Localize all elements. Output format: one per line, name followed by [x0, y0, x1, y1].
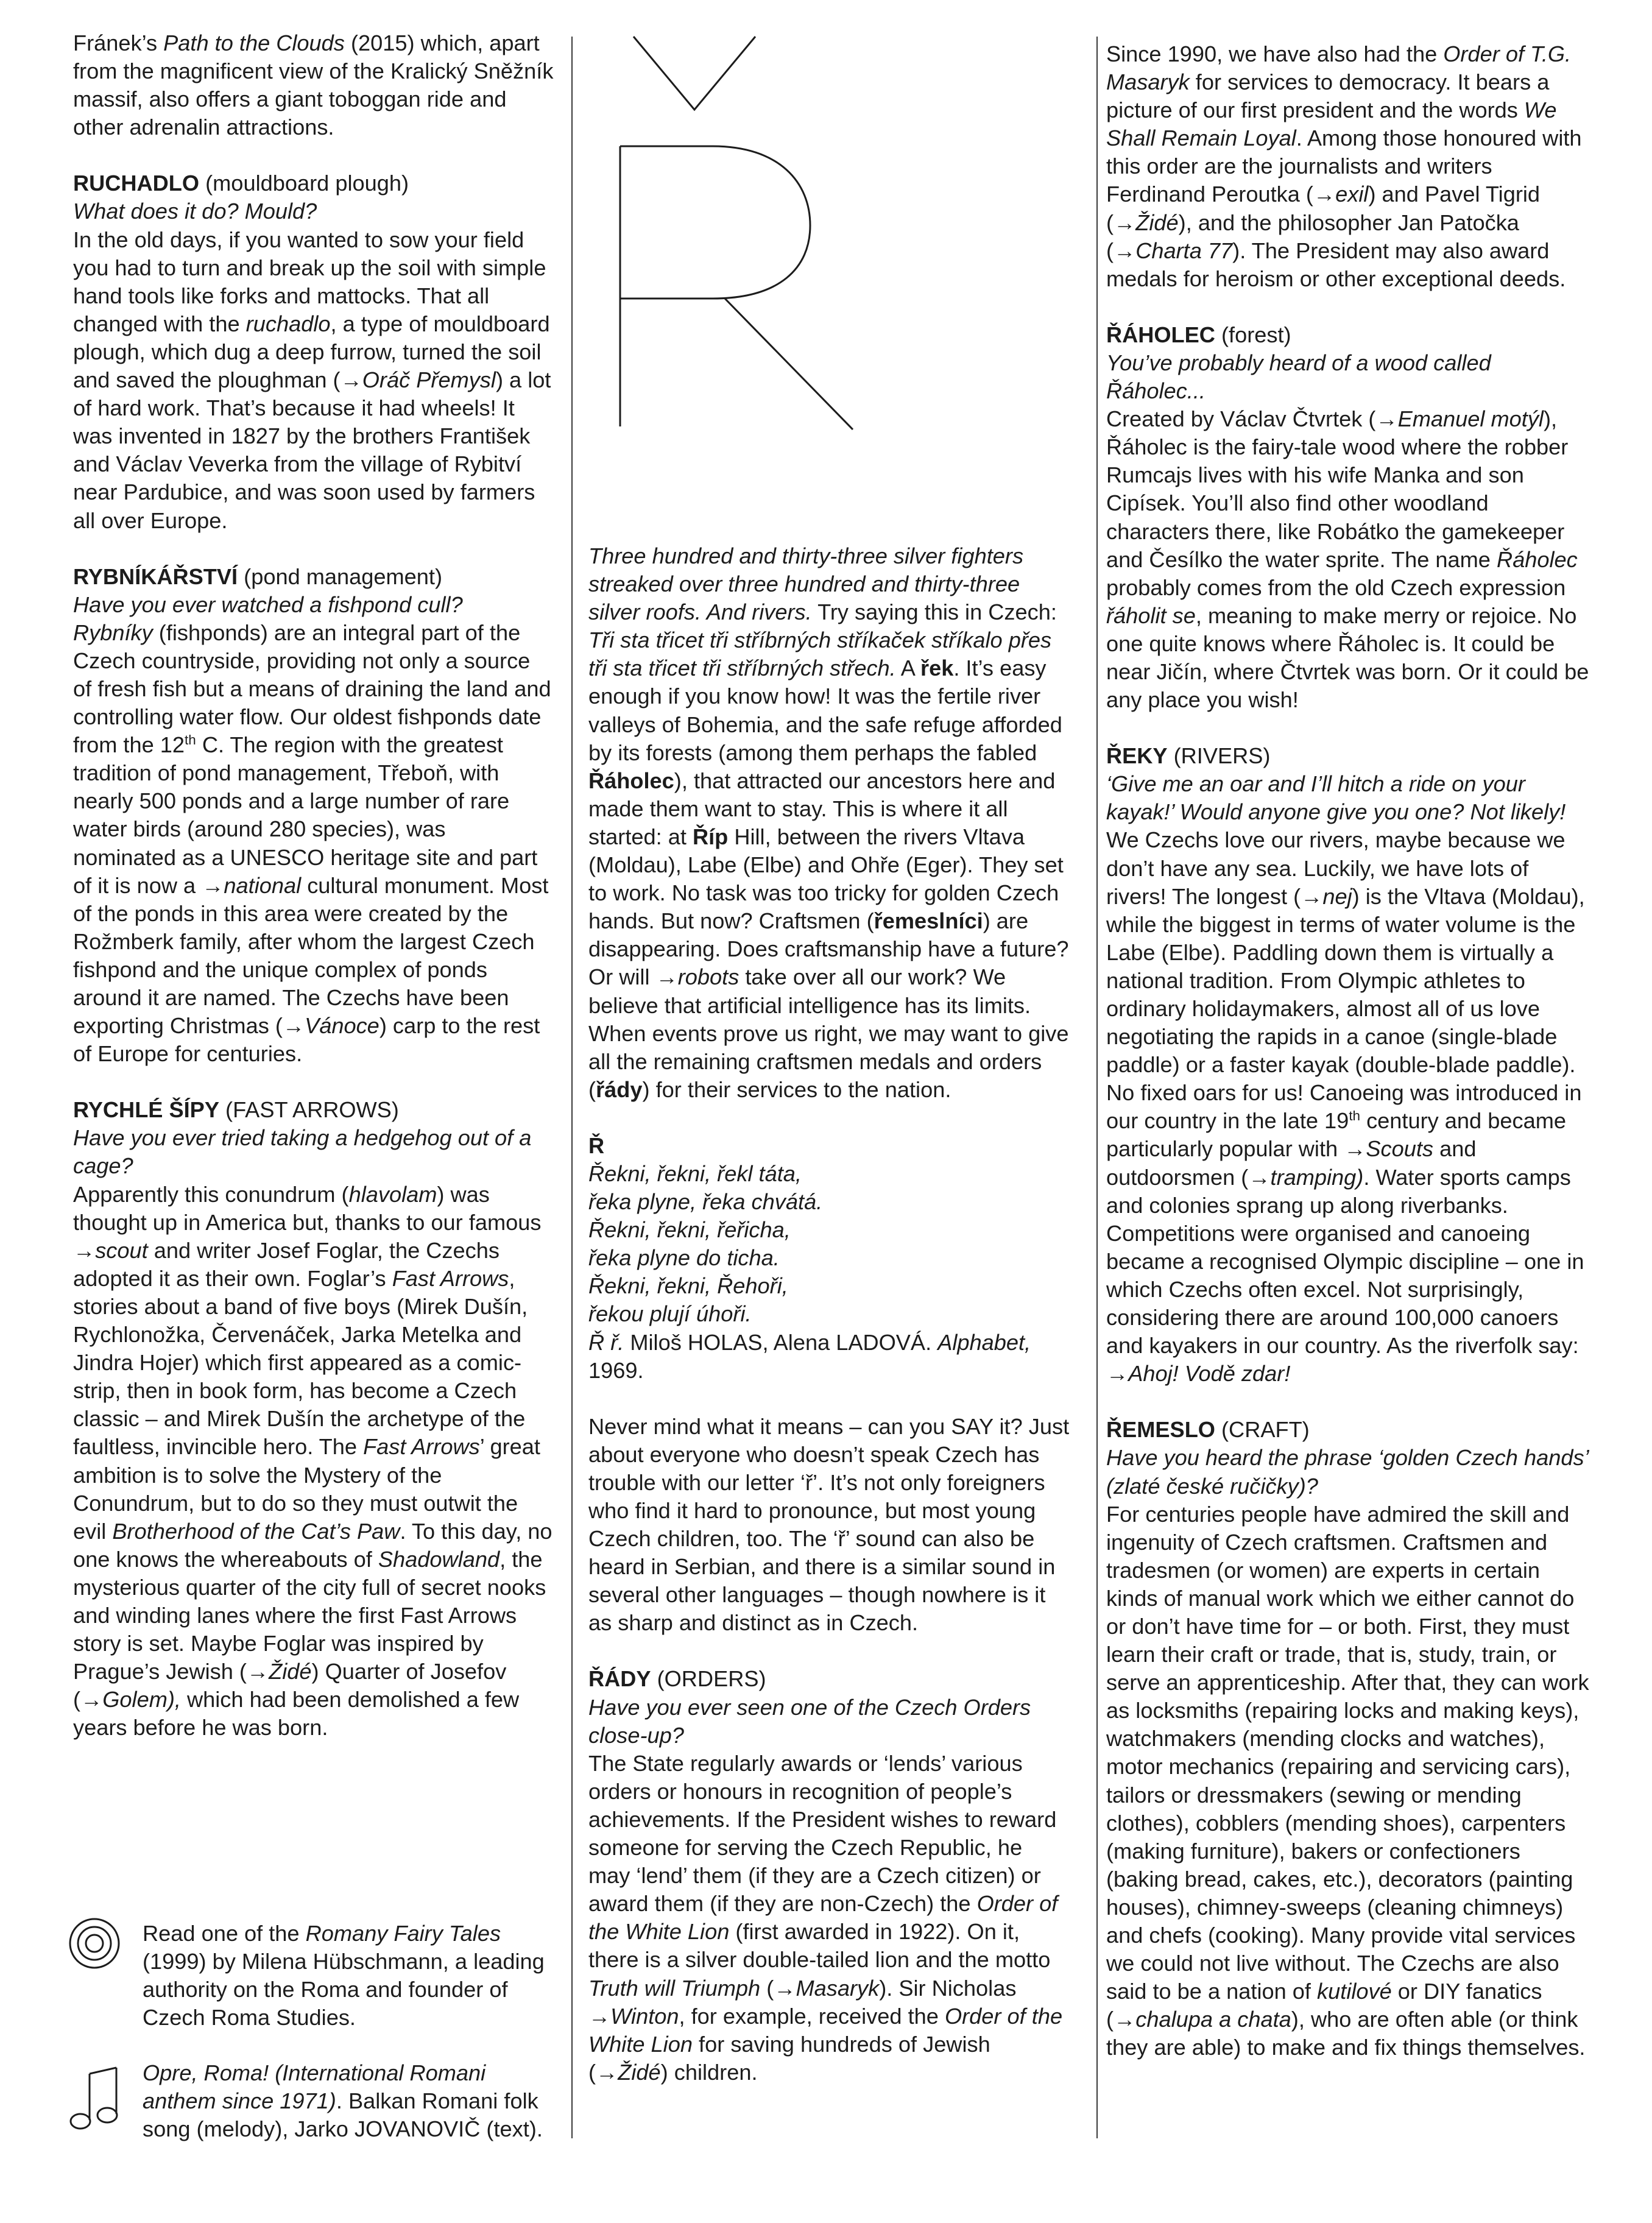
text-run: ) a lot of hard work. That’s because it had wheels! It was invented in 1827 by the brothers František and Václav Veverka from the village of Rybitví near Pardubice, and was soon used by farmers all over Europe. [73, 367, 551, 533]
text-run: The State regularly awards or ‘lends’ various orders or honours in recognition of people’s achievements. If the President wishes to reward someone for serving the Czech Republic, he may ‘lend’ them (if they are a Czech citizen) or award them (if they are non-Czech) the [588, 1750, 1057, 1917]
text-run: →Emanuel motýl [1375, 406, 1544, 432]
text-run: →national [202, 872, 302, 898]
entry-remeslo [1106, 1416, 1594, 2062]
entry-rybnikarstvi [73, 563, 554, 1069]
text-run: Three hundred and thirty-three silver fighters streaked over three hundred and thirty-three silver roofs. And rivers. [588, 543, 1024, 625]
text-run: (first awarded in 1922). On it, there is a silver double-tailed lion and the motto [588, 1919, 1051, 1973]
text-run: ( [760, 1975, 774, 2001]
entry-title: ŘEMESLO [1106, 1417, 1215, 1443]
text-run: ) carp to the rest of Europe for centuries. [73, 1013, 540, 1067]
text-run: řemeslníci [874, 908, 983, 934]
entry-body [588, 1750, 1070, 2087]
text-run: Alphabet, [937, 1329, 1031, 1355]
text-run: . Water sports camps and colonies sprang up along riverbanks. Competitions were organised and canoeing became a recognised Olympic discipline – one in which Czechs often excel. Not surprisingly, considering there are around 100,000 canoers and kayakers in our country. As the riverfolk say: [1106, 1164, 1584, 1359]
music-note-icon [67, 2064, 122, 2134]
text-run: →robots [655, 964, 740, 990]
text-run: Order of the White Lion [588, 2003, 1063, 2057]
text-run: 1969. [588, 1357, 644, 1383]
text-run: probably comes from the old Czech expression [1106, 574, 1566, 600]
text-run: →Židé [246, 1659, 312, 1684]
text-run: →Vánoce [282, 1013, 379, 1039]
text-run: Apparently this conundrum ( [73, 1181, 349, 1207]
entry-title: RYCHLÉ ŠÍPY [73, 1097, 219, 1123]
entry-question: Have you ever seen one of the Czech Orders close-up? [588, 1694, 1031, 1748]
entry-title: RUCHADLO [73, 171, 200, 196]
text-run: →Winton [588, 2003, 679, 2029]
entry-subtitle: (mouldboard plough) [199, 171, 409, 196]
text-run: Rybníky [73, 620, 153, 645]
entry-body [73, 226, 554, 535]
text-run: →chalupa a chata [1114, 2007, 1291, 2032]
column-1 [73, 29, 554, 1742]
reading-note-text [143, 1920, 563, 2032]
text-run: ). Sir Nicholas [879, 1975, 1017, 2001]
text-run: Brotherhood of the Cat’s Paw [112, 1518, 400, 1544]
text-run: Path to the Clouds [163, 30, 345, 55]
text-run: hlavolam [348, 1181, 437, 1207]
intro-paragraph [1106, 40, 1594, 293]
entry-rychle-sipy [73, 1096, 554, 1742]
text-run: →Židé [596, 2059, 661, 2085]
entry-rady [588, 1665, 1070, 2086]
text-run: Try saying this in Czech: [811, 599, 1057, 625]
text-run: ) and Pavel Tigrid ( [1106, 182, 1541, 235]
text-run: Read one of the [143, 1921, 306, 1946]
text-run: kutilové [1317, 1979, 1392, 2004]
entry-subtitle: (RIVERS) [1167, 743, 1271, 769]
text-run: →Ahoj! Vodě zdar! [1106, 1361, 1291, 1387]
text-run: →scout [73, 1237, 148, 1263]
text-run: . Among those honoured with this order are the journalists and writers Ferdinand Peroutka ( [1106, 125, 1582, 207]
entry-title: ŘÁHOLEC [1106, 322, 1215, 347]
entry-body [1106, 1500, 1594, 2062]
entry-body [1106, 405, 1594, 714]
text-run: →Golem), [80, 1687, 181, 1712]
text-run: Řáholec [588, 768, 674, 793]
entry-body [73, 1181, 554, 1742]
text-run: We Czechs love our rivers, maybe because we don’t have any sea. Luckily, we have lots of rivers! The longest ( [1106, 827, 1566, 909]
text-run: ) are disappearing. Does craftsmanship have a future? Or will [588, 908, 1069, 990]
text-run: Ř ř. [588, 1329, 624, 1355]
text-run: →tramping) [1248, 1164, 1364, 1190]
text-run: ) is the Vltava (Moldau), while the biggest in terms of water volume is the Labe (Elbe). Paddling down them is virtually a national tradition. From Olympic athletes to ordinary holidaymakers, almost all of us love negotiating the rapids in a canoe (single-blade paddle) or a faster kayak (double-blade paddle). No fixed oars for us! Canoeing was introduced in our country in the late 19 [1106, 883, 1585, 1134]
pronunciation-paragraph [588, 1413, 1070, 1638]
text-run: Fast Arrows [363, 1434, 480, 1460]
text-run: Miloš HOLAS, Alena LADOVÁ. [624, 1329, 938, 1355]
text-run: řáholit se [1106, 603, 1196, 628]
text-run: ), who are often able (or think they are able) to make and fix things themselves. [1106, 2007, 1586, 2060]
entry-subtitle: (FAST ARROWS) [219, 1097, 399, 1123]
text-run: →Oráč Přemysl [340, 367, 496, 393]
poem-line: řeka plyne, řeka chvátá. [588, 1189, 823, 1215]
column-divider [1096, 37, 1098, 2138]
text-run: C. The region with the greatest tradition of pond management, Třeboň, with nearly 500 ponds and a large number of rare water birds (around 280 species), was nominated as a UNESCO heritage site and part of it is now a [73, 732, 538, 898]
text-run: Řáholec [1497, 546, 1578, 572]
text-run: Říp [692, 824, 729, 849]
text-run: ) Quarter of Josefov ( [73, 1659, 507, 1712]
entry-title: ŘÁDY [588, 1666, 651, 1692]
poem-block [588, 1132, 1070, 1385]
text-run: ’ great ambition is to solve the Mystery of the Conundrum, but to do so they must outwit the evil [73, 1434, 540, 1544]
text-run: cultural monument. Most of the ponds in this area were created by the Rožmberk family, after whom the largest Czech fishpond and the unique complex of ponds around it are named. The Czechs have been exporting Christmas ( [73, 872, 549, 1039]
text-run: ruchadlo [245, 311, 331, 336]
column-divider [571, 37, 573, 2138]
text-run: (2015) which, apart from the magnificent view of the Kralický Sněžník massif, also offers a giant toboggan ride and other adrenalin attractions. [73, 30, 554, 140]
text-run: →Židé [1114, 210, 1179, 235]
poem-credit [588, 1329, 1070, 1385]
text-run: řek [920, 656, 954, 681]
text-run: Romany Fairy Tales [305, 1921, 501, 1946]
text-run: →exil [1313, 182, 1369, 207]
text-run: For centuries people have admired the skill and ingenuity of Czech craftsmen. Craftsmen and tradesmen (or women) are experts in certain kinds of manual work which we either cannot do or don’t have time for – or both. First, they must learn their craft or trade, that is, study, train, or serve an apprenticeship. After that, they can work as locksmiths (repairing locks and making keys), watchmakers (mending clocks and watches), motor mechanics (repairing and servicing cars), tailors or dressmakers (sewing or mending clothes), cobblers (mending shoes), carpenters (making furniture), bakers or confectioners (baking bread, cakes, etc.), decorators (painting houses), chimney-sweeps (cleaning chimneys) and chefs (cooking). Many provide vital services we could not live without. The Czechs are also said to be a nation of [1106, 1501, 1589, 2004]
text-run: , the mysterious quarter of the city full of secret nooks and winding lanes where the first Fast Arrows story is set. Maybe Foglar was inspired by Prague’s Jewish ( [73, 1546, 546, 1684]
entry-question: Have you heard the phrase ‘golden Czech hands’ (zlaté české ručičky)? [1106, 1445, 1588, 1499]
text-run: ), Řáholec is the fairy-tale wood where the robber Rumcajs lives with his wife Manka and son Cipísek. You’ll also find other woodland characters there, like Robátko the gamekeeper and Česílko the water sprite. The name [1106, 406, 1569, 572]
text-run: Order of the White Lion [588, 1891, 1058, 1945]
text-run: ) was thought up in America but, thanks to our famous [73, 1181, 542, 1235]
intro-paragraph [588, 542, 1070, 1104]
text-run: Since 1990, we have also had the [1106, 41, 1444, 66]
poem-line: Řekni, řekni, řekl táta, [588, 1161, 802, 1186]
text-run: Opre, Roma! (International Romani anthem since 1971) [143, 2060, 486, 2114]
text-run: Truth will Triumph [588, 1975, 761, 2001]
text-run: for services to democracy. It bears a picture of our first president and the words [1106, 69, 1550, 123]
entry-question: What does it do? Mould? [73, 199, 317, 224]
text-run: ). The President may also award medals for heroism or other exceptional deeds. [1106, 238, 1566, 291]
text-run: , meaning to make merry or rejoice. No one quite knows where Řáholec is. It could be near Jičín, where Čtvrtek was born. Or it could be any place you wish! [1106, 603, 1589, 713]
poem-line: řeka plyne do ticha. [588, 1245, 780, 1271]
text-run: Created by Václav Čtvrtek ( [1106, 406, 1376, 432]
text-run: Fránek’s [73, 30, 164, 55]
text-run: Never mind what it means – can you SAY it? Just about everyone who doesn’t speak Czech has trouble with our letter ‘ř’. It’s not only foreigners who find it hard to pronounce, but most young Czech children, too. The ‘ř’ sound can also be heard in Serbian, and there is a similar sound in several other languages – though nowhere is it as sharp and distinct as in Czech. [588, 1413, 1070, 1636]
text-run: We Shall Remain Loyal [1106, 97, 1557, 151]
intro-paragraph [73, 29, 554, 141]
text-run: , a type of mouldboard plough, which dug a deep furrow, turned the soil and saved the ploughman ( [73, 311, 550, 393]
entry-question: ‘Give me an oar and I’ll hitch a ride on your kayak!’ Would anyone give you one? Not likely! [1106, 771, 1566, 825]
entry-reky [1106, 742, 1594, 1388]
text-run: ), that attracted our ancestors here and made them want to stay. This is where it all started: at [588, 768, 1056, 849]
entry-subtitle: (forest) [1215, 322, 1291, 347]
column-3 [1106, 40, 1594, 2062]
text-run: →Scouts [1344, 1136, 1434, 1162]
text-run: , for example, received the [679, 2003, 945, 2029]
text-run: Hill, between the rivers Vltava (Moldau), Labe (Elbe) and Ohře (Eger). They set to work. No task was too tricky for golden Czech hands. But now? Craftsmen ( [588, 824, 1064, 934]
entry-subtitle: (CRAFT) [1215, 1417, 1310, 1443]
entry-question: You’ve probably heard of a wood called Řáholec... [1106, 350, 1491, 404]
text-run: ) children. [660, 2059, 758, 2085]
text-run: and outdoorsmen ( [1106, 1136, 1477, 1190]
entry-question: Have you ever watched a fishpond cull? [73, 592, 463, 617]
text-run: . Balkan Romani folk song (melody), Jarko JOVANOVIČ (text). [143, 2088, 543, 2142]
text-run: th [185, 732, 196, 748]
text-run: for saving hundreds of Jewish ( [588, 2031, 990, 2085]
poem-line: Řekni, řekni, Řehoři, [588, 1273, 788, 1299]
text-run: →Charta 77 [1114, 238, 1233, 263]
column-2 [588, 542, 1070, 2087]
text-run: Tři sta třicet tři stříbrných stříkaček stříkalo přes tři sta třicet tři stříbrných střech. [588, 627, 1052, 681]
text-run: . To this day, no one knows the whereabouts of [73, 1518, 552, 1572]
entry-ruchadlo [73, 169, 554, 534]
big-letter-r-caron [609, 24, 889, 451]
text-run: (1999) by Milena Hübschmann, a leading authority on the Roma and founder of Czech Roma Studies. [143, 1949, 545, 2030]
text-run: Fast Arrows [392, 1265, 509, 1291]
text-run: . It’s easy enough if you know how! It was the fertile river valleys of Bohemia, and the safe refuge afforded by its forests (among them perhaps the fabled [588, 656, 1062, 765]
text-run: →Masaryk [774, 1975, 880, 2001]
text-run: th [1349, 1108, 1361, 1124]
text-run: řády [596, 1076, 643, 1102]
entry-subtitle: (ORDERS) [651, 1666, 766, 1692]
text-run: ) for their services to the nation. [642, 1076, 951, 1102]
text-run: , stories about a band of five boys (Mirek Dušín, Rychlonožka, Červenáček, Jarka Metelka and Jindra Hojer) which first appeared as a comic-strip, then in book form, has become a Czech classic – and Mirek Dušín the archetype of the faultless, invincible hero. The [73, 1265, 528, 1460]
text-run: and writer Josef Foglar, the Czechs adopted it as their own. Foglar’s [73, 1237, 499, 1291]
entry-body [1106, 826, 1594, 1388]
music-note-text [143, 2059, 563, 2143]
text-run: or DIY fanatics ( [1106, 1979, 1542, 2032]
text-run: →nej [1301, 883, 1352, 909]
text-run: Shadowland [378, 1546, 500, 1572]
entry-subtitle: (pond management) [238, 564, 443, 589]
entry-body [73, 619, 554, 1069]
poem-line: řekou plují úhoři. [588, 1301, 752, 1327]
poem-heading: Ř [588, 1133, 605, 1158]
text-run: A [895, 656, 920, 681]
text-run: In the old days, if you wanted to sow your field you had to turn and break up the soil with simple hand tools like forks and mattocks. That all changed with the [73, 227, 546, 336]
text-run: which had been demolished a few years before he was born. [73, 1687, 520, 1741]
entry-raholec [1106, 321, 1594, 714]
entry-question: Have you ever tried taking a hedgehog out of a cage? [73, 1125, 532, 1179]
entry-title: RYBNÍKÁŘSTVÍ [73, 564, 238, 589]
text-run: take over all our work? We believe that artificial intelligence has its limits. When events prove us right, we may want to give all the remaining craftsmen medals and orders ( [588, 964, 1069, 1102]
poem-line: Řekni, řekni, řeřicha, [588, 1217, 791, 1243]
text-run: century and became particularly popular with [1106, 1108, 1566, 1162]
text-run: Order of T.G. Masaryk [1106, 41, 1572, 95]
text-run: ), and the philosopher Jan Patočka ( [1106, 210, 1519, 263]
text-run: (fishponds) are an integral part of the Czech countryside, providing not only a source of fresh fish but a means of draining the land and controlling water flow. Our oldest fishponds date from the 12 [73, 620, 551, 758]
target-circle-icon [67, 1916, 122, 1971]
entry-title: ŘEKY [1106, 743, 1168, 769]
